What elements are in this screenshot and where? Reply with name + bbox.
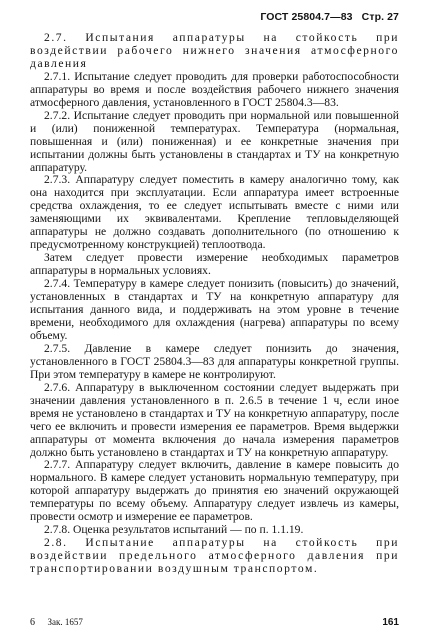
signature-number: 6: [30, 617, 35, 628]
paragraph-2-7-3: 2.7.3. Аппаратуру следует поместить в камеру аналогично тому, как она находится при эксплуатации. Если аппаратура имеет встроенные средства охлаждения, то ее следует испытывать вместе с ними или заменяющими их эквивалентами. Крепление тепловыделяющей аппаратуры не должно создавать дополнительного (по отношению к предусмотренному конструкцией) теплоотвода.: [30, 173, 399, 252]
document-body: [30, 32, 399, 576]
paragraph-2-7-2: 2.7.2. Испытание следует проводить при нормальной или повышенной и (или) пониженной температурах. Температура (нормальная, повышенная и (или) пониженная) и ее конкретные значения при испытании должны быть установлены в стандартах и ТУ на конкретную аппаратуру.: [30, 108, 399, 174]
paragraph-2-7-7: 2.7.7. Аппаратуру следует включить, давление в камере повысить до нормального. В камере следует установить нормальную температуру, при которой аппаратуру выдержать до принятия ею значений окружающей температуры по всему объему. Аппаратуру следует извлечь из камеры, провести осмотр и измерение ее параметров.: [30, 458, 399, 524]
paragraph-2-7-4: 2.7.4. Температуру в камере следует понизить (повысить) до значений, установленных в стандартах и ТУ на конкретную аппаратуру для испытания данного вида, и поддерживать на этом уровне в течение времени, необходимого для охлаждения (нагрева) аппаратуры по всему объему.: [30, 277, 399, 342]
paragraph-2-7-5: 2.7.5. Давление в камере следует понизить до значения, установленного в ГОСТ 25804.3—83 для аппаратуры конкретной группы. При этом температуру в камере не контролируют.: [30, 341, 399, 381]
paragraph-2-7-1: 2.7.1. Испытание следует проводить для проверки работоспособности аппаратуры во время и после воздействия рабочего нижнего значения атмосферного давления, установленного в ГОСТ 25804.3—83.: [30, 69, 399, 109]
page-header: [260, 11, 399, 23]
paragraph-2-7-6: 2.7.6. Аппаратуру в выключенном состоянии следует выдержать при значении давления установленного в п. 2.6.5 в течение 1 ч, если иное время не установлено в стандартах и ТУ на конкретную аппаратуру, после чего ее включить и провести измерения ее параметров. Время выдержки аппаратуры от момента включения до начала измерения параметров должно быть установлено в стандартах и ТУ на конкретную аппаратуру.: [30, 380, 399, 459]
paragraph-measurement: Затем следует провести измерение необходимых параметров аппаратуры в нормальных условиях.: [30, 251, 399, 278]
page-number-label: Стр. 27: [361, 11, 399, 23]
section-heading-2-7: 2.7. Испытания аппаратуры на стойкость при воздействии рабочего нижнего значения атмосферного давления: [30, 31, 399, 70]
footer-page-number: 161: [382, 617, 399, 628]
paragraph-2-7-8: 2.7.8. Оценка результатов испытаний — по п. 1.1.19.: [44, 523, 304, 537]
section-heading-2-8: 2.8. Испытание аппаратуры на стойкость при воздействии предельного атмосферного давления при транспортировании воздушным транспортом.: [30, 536, 399, 576]
standard-code: ГОСТ 25804.7—83: [260, 11, 353, 23]
order-code: Зак. 1657: [47, 617, 83, 627]
footer-left: [30, 617, 83, 628]
